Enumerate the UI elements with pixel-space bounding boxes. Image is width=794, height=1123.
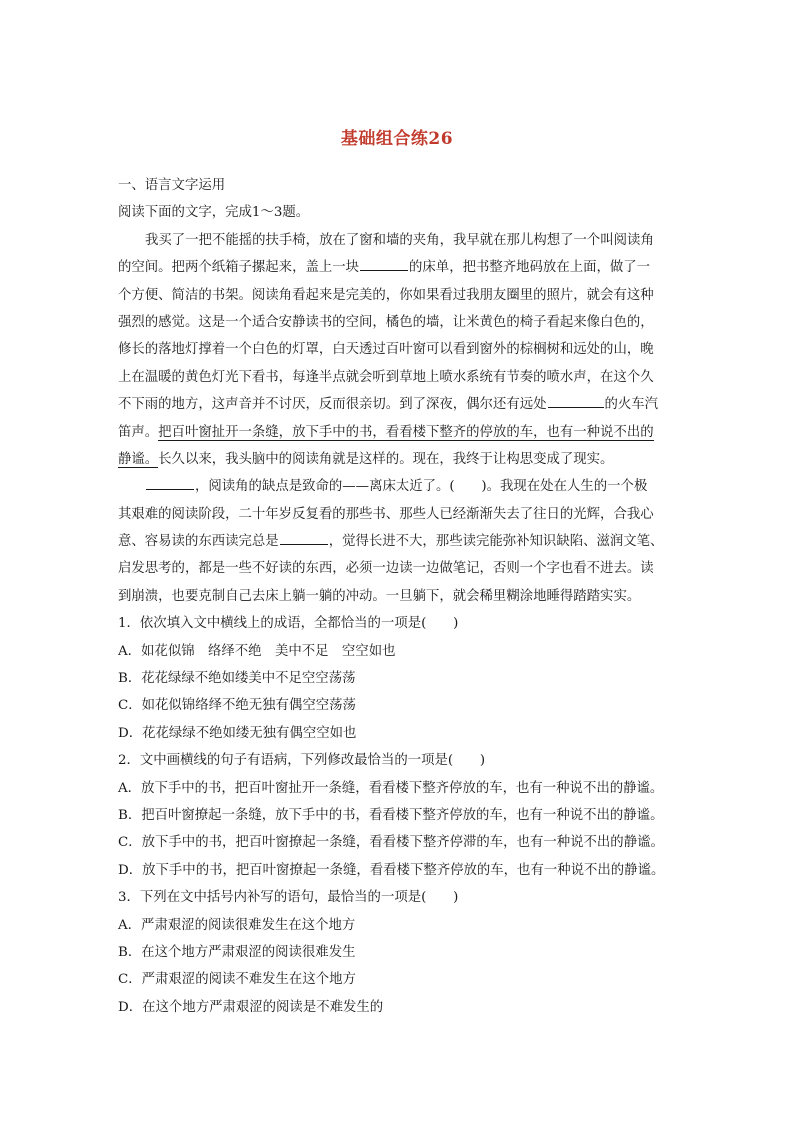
section-heading: 一、语言文字运用: [118, 178, 226, 193]
underlined-sentence: 把百叶窗扯开一条缝，放下手中的书，看看楼下整齐的停放的车，也有一种说不出的: [158, 424, 654, 440]
answer-option: A．放下手中的书，把百叶窗扯开一条缝，看看楼下整齐停放的车，也有一种说不出的静谧。: [118, 780, 664, 796]
answer-option: D．放下手中的书，把百叶窗撩起一条缝，看看楼下整齐停放的车，也有一种说不出的静谧。: [118, 862, 665, 878]
question-3: [118, 884, 682, 1021]
instruction: 阅读下面的文字，完成1～3题。: [118, 205, 310, 221]
question-2: [118, 747, 682, 884]
passage-line: 我买了一把不能摇的扶手椅，放在了窗和墙的夹角，我早就在那儿构想了一个叫阅读角: [145, 232, 654, 248]
question-stem: 3．下列在文中括号内补写的语句，最恰当的一项是( ): [118, 890, 459, 906]
passage-line: 的空间。把两个纸箱子摞起来，盖上一块 的床单，把书整齐地码放在上面，做了一: [118, 254, 682, 281]
question-1: [118, 610, 682, 747]
answer-option: D．花花绿绿不绝如缕无独有偶空空如也: [118, 725, 357, 741]
document-body: [118, 172, 682, 1021]
answer-option: B．在这个地方严肃艰涩的阅读很难发生: [118, 944, 356, 960]
answer-option: C．放下手中的书，把百叶窗撩起一条缝，看看楼下整齐停滞的车，也有一种说不出的静谧。: [118, 835, 664, 851]
question-stem: 1．依次填入文中横线上的成语，全都恰当的一项是( ): [118, 616, 459, 632]
passage-line: 静谧。长久以来，我头脑中的阅读角就是这样的。现在，我终于让构思变成了现实。: [118, 451, 614, 467]
passage-line: 其艰难的阅读阶段，二十年岁反复看的那些书、那些人已经渐渐失去了往日的光辉，合我心: [118, 506, 654, 522]
passage-line: 不下雨的地方，这声音并不讨厌，反而很亲切。到了深夜，偶尔还有远处 的火车汽: [118, 391, 682, 418]
passage-line: 笛声。把百叶窗扯开一条缝，放下手中的书，看看楼下整齐的停放的车，也有一种说不出的: [118, 424, 654, 440]
page-title: 基础组合练26: [340, 129, 454, 149]
question-stem: 2．文中画横线的句子有语病，下列修改最恰当的一项是( ): [118, 753, 486, 769]
passage-line: 上在温暖的黄色灯光下看书，每逢半点就会听到草地上喷水系统有节奏的喷水声，在这个久: [118, 369, 654, 385]
fill-blank: [280, 530, 328, 545]
passage-line: 强烈的感觉。这是一个适合安静读书的空间，橘色的墙，让米黄色的椅子看起来像白色的，: [118, 314, 654, 330]
answer-option: D．在这个地方严肃艰涩的阅读是不难发生的: [118, 999, 384, 1015]
underlined-sentence: 静谧。: [118, 451, 159, 467]
passage-paragraph-2: [118, 473, 682, 610]
fill-blank: [360, 256, 408, 271]
passage-line: 修长的落地灯撑着一个白色的灯罩，白天透过百叶窗可以看到窗外的棕榈树和远处的山，晚: [118, 342, 654, 358]
passage-paragraph-1: [118, 227, 682, 474]
fill-blank: [146, 475, 194, 490]
passage-line: 启发思考的，都是一些不好读的东西，必须一边读一边做笔记，否则一个字也看不进去。读: [118, 561, 654, 577]
answer-option: C．如花似锦络绎不绝无独有偶空空荡荡: [118, 698, 356, 714]
passage-line: 意、容易读的东西读完总是 ，觉得长进不大，那些读完能弥补知识缺陷、滋润文笔、: [118, 528, 682, 555]
passage-line: 到崩溃，也要克制自己去床上躺一躺的冲动。一旦躺下，就会稀里糊涂地睡得踏踏实实。: [118, 588, 641, 604]
fill-blank: [548, 393, 604, 408]
passage-line: 个方便、简洁的书架。阅读角看起来是完美的，你如果看过我朋友圈里的照片，就会有这种: [118, 287, 654, 303]
answer-option: B．花花绿绿不绝如缕美中不足空空荡荡: [118, 671, 356, 687]
answer-option: A．如花似锦 络绎不绝 美中不足 空空如也: [118, 643, 396, 659]
passage-line: ，阅读角的缺点是致命的——离床太近了。( )。我现在处在人生的一个极: [118, 473, 682, 500]
answer-option: A．严肃艰涩的阅读很难发生在这个地方: [118, 917, 356, 933]
answer-option: C．严肃艰涩的阅读不难发生在这个地方: [118, 972, 356, 988]
answer-option: B．把百叶窗撩起一条缝，放下手中的书，看看楼下整齐停放的车，也有一种说不出的静谧。: [118, 807, 664, 823]
